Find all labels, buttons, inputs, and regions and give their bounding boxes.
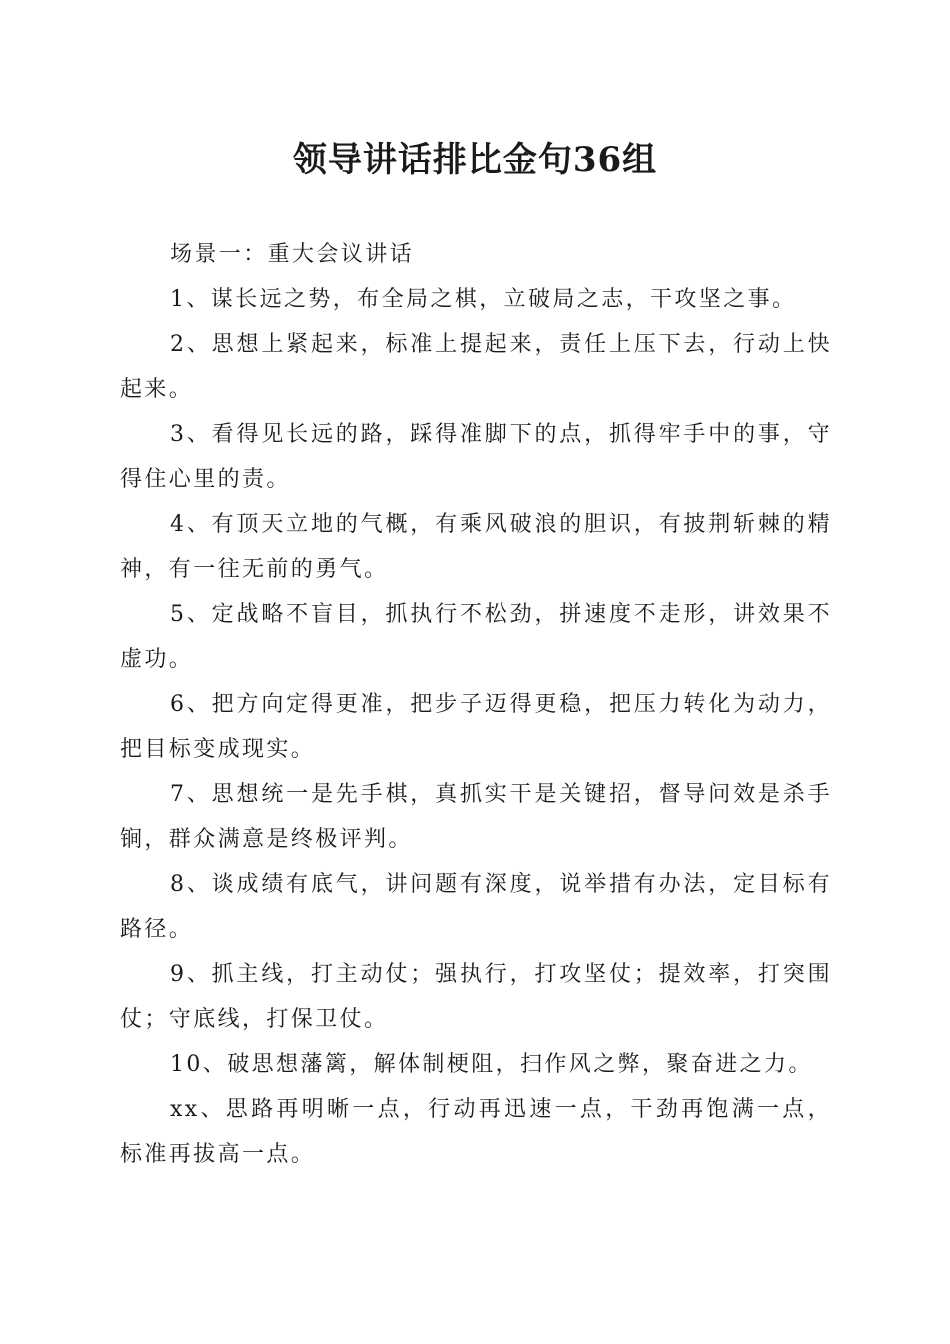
document-body (120, 232, 832, 1177)
list-item: 5、定战略不盲目，抓执行不松劲，拼速度不走形，讲效果不虚功。 (120, 602, 832, 672)
list-item: 6、把方向定得更准，把步子迈得更稳，把压力转化为动力，把目标变成现实。 (120, 692, 832, 762)
list-item: 4、有顶天立地的气概，有乘风破浪的胆识，有披荆斩棘的精神，有一往无前的勇气。 (120, 512, 832, 582)
list-item: xx、思路再明晰一点，行动再迅速一点，干劲再饱满一点，标准再拔高一点。 (120, 1097, 832, 1167)
list-item: 8、谈成绩有底气，讲问题有深度，说举措有办法，定目标有路径。 (120, 872, 832, 942)
list-item: 7、思想统一是先手棋，真抓实干是关键招，督导问效是杀手锏，群众满意是终极评判。 (120, 782, 832, 852)
list-item: 10、破思想藩篱，解体制梗阻，扫作风之弊，聚奋进之力。 (170, 1052, 813, 1077)
section-heading: 场景一：重大会议讲话 (170, 242, 415, 267)
list-item: 3、看得见长远的路，踩得准脚下的点，抓得牢手中的事，守得住心里的责。 (120, 422, 832, 492)
list-item: 2、思想上紧起来，标准上提起来，责任上压下去，行动上快起来。 (120, 332, 832, 402)
list-item: 9、抓主线，打主动仗；强执行，打攻坚仗；提效率，打突围仗；守底线，打保卫仗。 (120, 962, 832, 1032)
document-title: 领导讲话排比金句36组 (292, 140, 658, 180)
list-item: 1、谋长远之势，布全局之棋，立破局之志，干攻坚之事。 (170, 287, 797, 312)
